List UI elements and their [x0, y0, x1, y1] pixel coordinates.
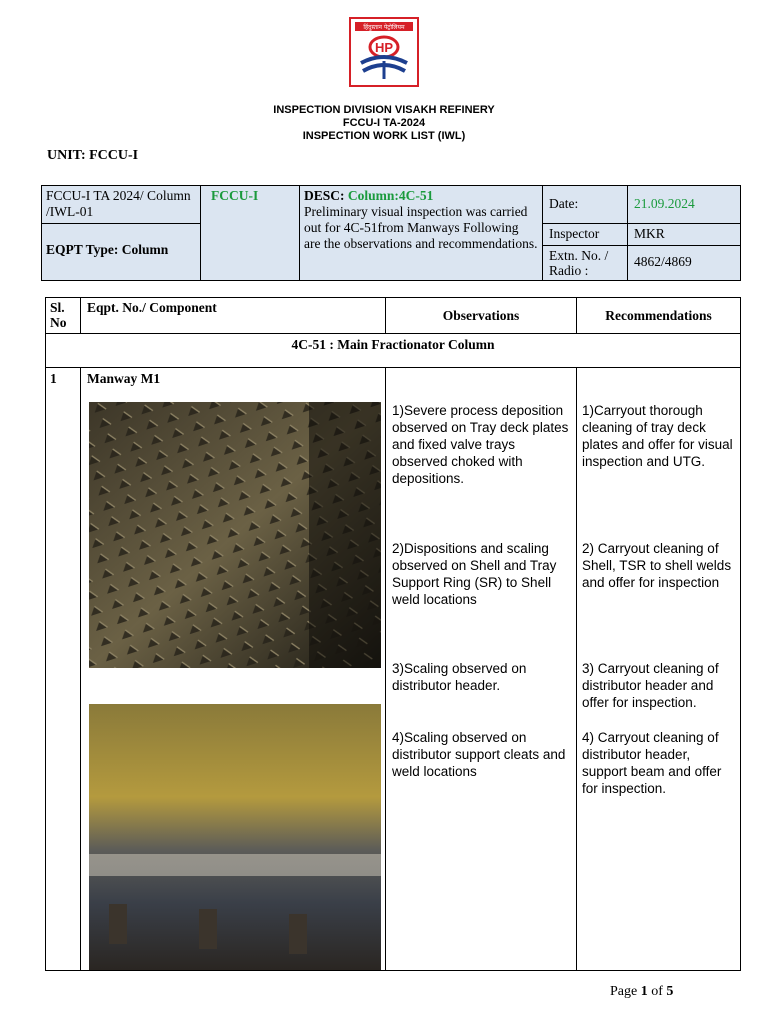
tray-deck-photo — [89, 402, 381, 668]
document-title: INSPECTION DIVISION VISAKH REFINERY — [273, 104, 495, 116]
document-worklist-title: INSPECTION WORK LIST (IWL) — [302, 130, 466, 142]
eqpt-type-cell: EQPT Type: Column — [42, 224, 201, 281]
observation-item: 2)Dispositions and scaling observed on Shell and Tray Support Ring (SR) to Shell weld locations — [392, 541, 557, 607]
col-header-component: Eqpt. No./ Component — [81, 298, 386, 334]
recommendation-item: 4) Carryout cleaning of distributor header, support beam and offer for inspection. — [582, 730, 722, 796]
desc-cell: DESC: Column:4C-51 Preliminary visual inspection was carried out for 4C-51from Manways Following are the observations and recommendations. — [300, 186, 543, 281]
hp-logo — [349, 17, 419, 87]
col-header-observations: Observations — [386, 298, 577, 334]
observation-item: 4)Scaling observed on distributor support cleats and weld locations — [392, 730, 566, 779]
row-number: 1 — [46, 368, 81, 971]
section-title: 4C-51 : Main Fractionator Column — [46, 334, 741, 368]
recommendation-item: 3) Carryout cleaning of distributor header and offer for inspection. — [582, 661, 719, 710]
ref-cell: FCCU-I TA 2024/ Column /IWL-01 — [42, 186, 201, 224]
recommendation-item: 1)Carryout thorough cleaning of tray deck plates and offer for visual inspection and UTG. — [582, 403, 733, 469]
distributor-photo — [89, 704, 381, 970]
inspector-label: Inspector — [543, 224, 628, 246]
page-number: Page 1 of 5 — [610, 984, 674, 999]
date-label: Date: — [543, 186, 628, 224]
recommendations-cell — [577, 368, 741, 971]
svg-text:हिंदुस्तान पेट्रोलियम: हिंदुस्तान पेट्रोलियम — [363, 24, 405, 31]
observations-cell — [386, 368, 577, 971]
extn-label: Extn. No. / Radio : — [543, 246, 628, 281]
col-header-recommendations: Recommendations — [577, 298, 741, 334]
unit-label: UNIT: FCCU-I — [47, 148, 139, 163]
observation-item: 1)Severe process deposition observed on Tray deck plates and fixed valve trays observed choked with depositions. — [392, 403, 569, 486]
observation-item: 3)Scaling observed on distributor header. — [392, 661, 527, 693]
inspector-value: MKR — [628, 224, 741, 246]
col-header-slno: Sl. No — [46, 298, 81, 334]
info-table — [41, 185, 741, 281]
unit-code-cell: FCCU-I — [201, 186, 300, 281]
component-name: Manway M1 — [87, 371, 161, 386]
svg-text:HP: HP — [374, 40, 394, 55]
extn-value: 4862/4869 — [628, 246, 741, 281]
document-subtitle: FCCU-I TA-2024 — [342, 117, 426, 129]
observation-table — [45, 297, 741, 971]
date-value: 21.09.2024 — [628, 186, 741, 224]
recommendation-item: 2) Carryout cleaning of Shell, TSR to shell welds and offer for inspection — [582, 541, 732, 590]
component-cell — [81, 368, 386, 971]
